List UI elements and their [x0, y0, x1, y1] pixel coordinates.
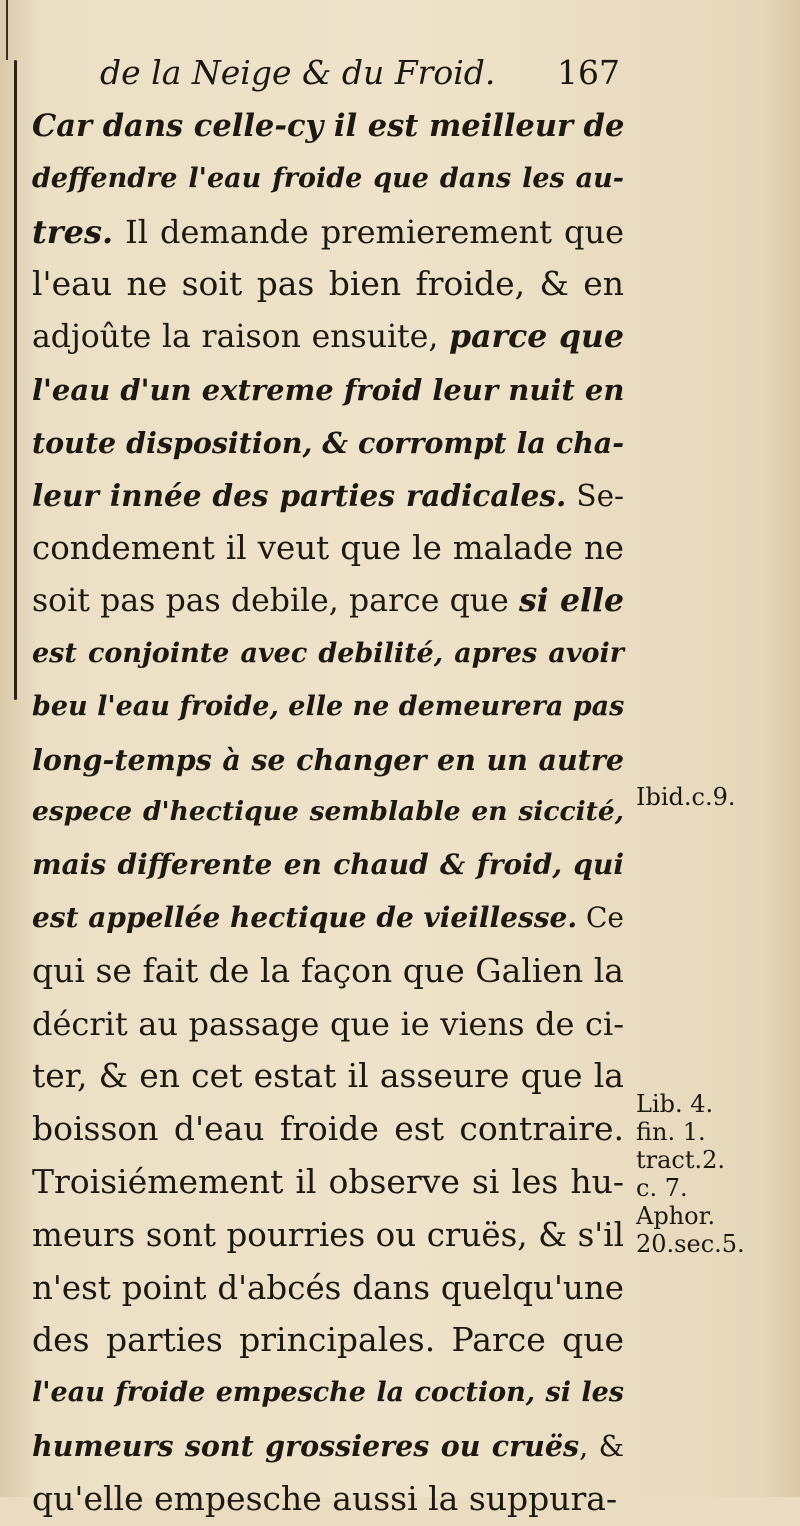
text-line — [32, 998, 624, 1051]
text-line — [32, 258, 624, 311]
text-segment: Troisiémement il observe si les hu- — [32, 1161, 624, 1201]
text-segment: l'eau ne soit pas bien froide, & en — [32, 264, 624, 304]
text-line — [32, 1367, 624, 1420]
text-segment: l'eau d'un extreme froid leur nuit en — [32, 372, 625, 407]
text-segment: espece d'hectique semblable en siccité, — [32, 796, 624, 828]
text-line — [32, 417, 624, 470]
page-header — [100, 48, 620, 98]
text-segment: leur innée des parties radicales. — [32, 477, 567, 513]
text-segment: beu l'eau froide, elle ne demeurera pas — [32, 690, 625, 722]
running-title: de la Neige & du Froid. — [100, 53, 496, 92]
text-segment: ter, & en cet estat il asseure que la — [32, 1056, 624, 1096]
text-line — [32, 153, 624, 206]
text-line — [32, 470, 624, 523]
text-line — [32, 1156, 624, 1209]
text-segment: mais differente en chaud & froid, qui — [32, 848, 624, 882]
text-line — [32, 206, 624, 259]
text-segment: Il demande premierement que — [113, 212, 624, 251]
margin-note-line: Lib. 4. — [636, 1090, 714, 1118]
text-line — [32, 1209, 624, 1262]
text-line — [32, 945, 624, 998]
text-segment: est conjointe avec debilité, apres avoir — [32, 637, 624, 669]
text-segment: toute disposition, & corrompt la cha- — [32, 425, 625, 460]
text-line — [32, 681, 624, 734]
margin-note-line: Aphor. — [636, 1202, 716, 1230]
margin-note-line: c. 7. — [636, 1174, 688, 1202]
text-segment: long-temps à se changer en un autre — [32, 742, 624, 777]
text-line — [32, 575, 624, 628]
text-line — [32, 1103, 624, 1156]
text-line — [32, 1420, 624, 1473]
text-segment: Se- — [566, 478, 624, 513]
margin-note-line: fin. 1. — [636, 1118, 706, 1146]
margin-rule — [14, 60, 17, 700]
text-segment: adjoûte la raison ensuite, — [32, 319, 450, 356]
text-line — [32, 628, 624, 681]
text-segment: qu'elle empesche aussi la suppura- — [32, 1478, 618, 1518]
text-segment: condement il veut que le malade ne — [32, 529, 624, 568]
text-segment: des parties principales. Parce que — [32, 1320, 624, 1360]
text-segment: meurs sont pourries ou cruës, & s'il — [32, 1215, 624, 1254]
text-segment: deffendre l'eau froide que dans les au- — [32, 162, 624, 194]
text-line — [32, 892, 624, 945]
page-edge-line — [6, 0, 8, 60]
text-segment: parce que — [449, 318, 624, 356]
text-line — [32, 100, 624, 153]
text-line — [32, 1262, 624, 1315]
text-segment: l'eau froide empesche la coction, si les — [32, 1377, 624, 1409]
text-segment: tres. — [32, 212, 114, 251]
text-segment: qui se fait de la façon que Galien la — [32, 950, 624, 990]
text-line — [32, 1050, 624, 1103]
text-segment: , & — [579, 1429, 624, 1463]
text-segment: est appellée hectique de vieillesse. — [32, 900, 578, 934]
text-line — [32, 1314, 624, 1367]
text-segment: n'est point d'abcés dans quelqu'une — [32, 1268, 624, 1307]
text-segment: décrit au passage que ie viens de ci- — [32, 1004, 624, 1043]
text-line — [32, 522, 624, 575]
text-segment: soit pas pas debile, parce que — [32, 583, 520, 620]
text-line — [32, 839, 624, 892]
margin-note-line: 20.sec.5. — [636, 1230, 745, 1258]
margin-note-reference — [636, 1090, 776, 1258]
text-line — [32, 734, 624, 787]
text-segment: Car dans celle-cy il est meilleur de — [32, 108, 625, 144]
text-segment: si elle — [519, 582, 624, 620]
text-line — [32, 1473, 624, 1526]
margin-note-ibid: Ibid.c.9. — [636, 783, 736, 811]
page-number: 167 — [557, 53, 620, 92]
body-text — [32, 100, 624, 1526]
text-segment: humeurs sont grossieres ou cruës — [32, 1428, 580, 1463]
text-line — [32, 311, 624, 364]
text-segment: Ce — [577, 900, 624, 934]
text-line — [32, 786, 624, 839]
text-line — [32, 364, 624, 417]
margin-note-line: tract.2. — [636, 1146, 726, 1174]
text-segment: boisson d'eau froide est contraire. — [32, 1109, 624, 1149]
